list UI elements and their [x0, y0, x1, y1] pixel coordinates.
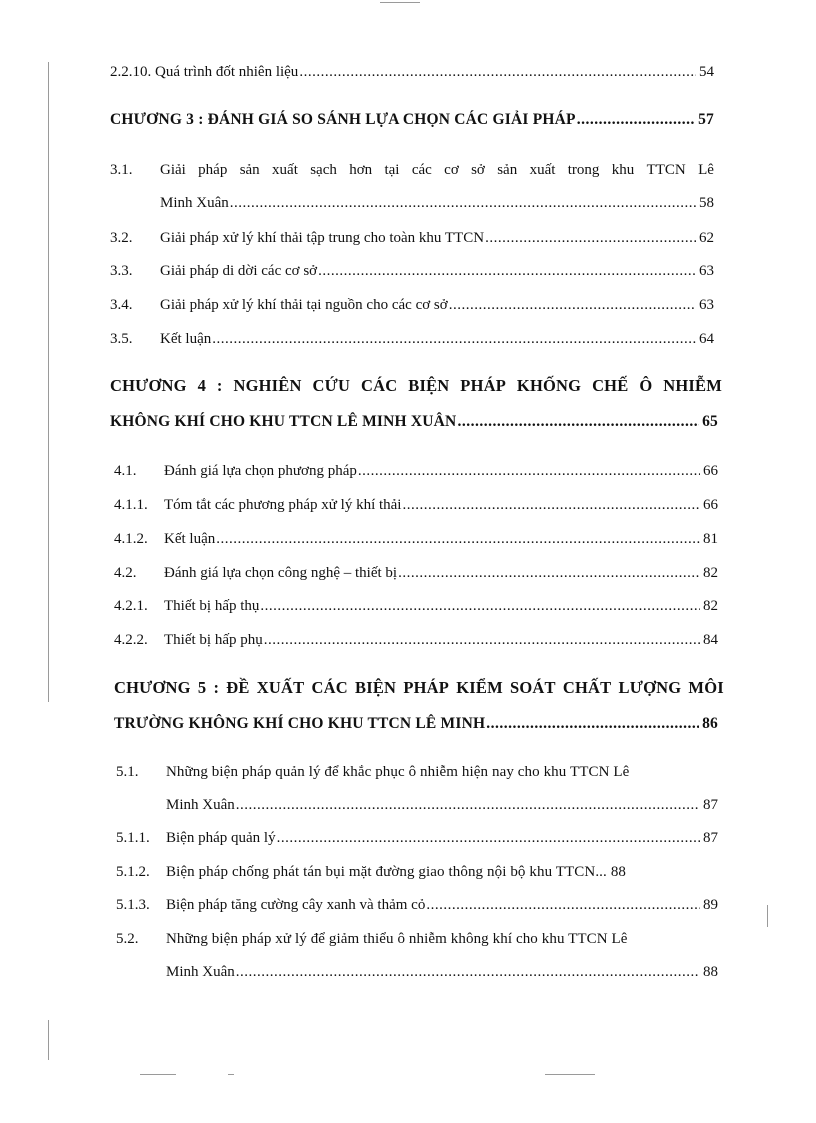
toc-entry-label: Giải pháp xử lý khí thải tại nguồn cho các cơ sở — [160, 297, 448, 313]
toc-leader-dots — [402, 495, 700, 515]
toc-leader-dots — [277, 828, 700, 848]
toc-leader-dots — [264, 630, 700, 650]
toc-entry-label: Kết luận — [160, 331, 212, 347]
toc-leader-dots — [358, 461, 700, 481]
toc-entry-number: 5.1.3. — [116, 897, 150, 913]
toc-entry-label: Những biện pháp quản lý để khắc phục ô nhiễm hiện nay cho khu TTCN Lê — [166, 764, 630, 780]
toc-entry-label: Đánh giá lựa chọn công nghệ – thiết bị — [164, 565, 398, 581]
toc-entry[interactable] — [114, 495, 718, 515]
toc-leader-dots — [577, 110, 695, 130]
toc-leader-dots — [236, 795, 700, 815]
toc-entry-label-continued: Minh Xuân — [160, 195, 229, 211]
toc-page-number: 81 — [703, 531, 718, 547]
toc-page-number: 58 — [699, 195, 714, 211]
toc-entry-label: 2.2.10. Quá trình đốt nhiên liệu — [110, 64, 299, 80]
scan-footer-mark — [228, 1074, 234, 1075]
toc-entry-number: 3.4. — [110, 297, 133, 313]
toc-entry[interactable] — [114, 563, 718, 583]
toc-page-number: 87 — [703, 797, 718, 813]
toc-leader-dots — [212, 329, 696, 349]
toc-page-number: 66 — [703, 463, 718, 479]
toc-page-number: 84 — [703, 632, 718, 648]
toc-chapter-heading[interactable] — [114, 678, 724, 738]
toc-entry[interactable] — [110, 261, 714, 281]
toc-entry-number: 4.2. — [114, 565, 137, 581]
toc-entry-label: Đánh giá lựa chọn phương pháp — [164, 463, 357, 479]
toc-entry[interactable] — [110, 228, 714, 248]
scan-footer-mark — [545, 1074, 595, 1075]
toc-entry-number: 4.1.2. — [114, 531, 148, 547]
toc-page-number: 62 — [699, 230, 714, 246]
toc-leader-dots — [449, 295, 696, 315]
toc-leader-dots — [299, 62, 696, 82]
toc-entry-label: Biện pháp tăng cường cây xanh và thảm cỏ — [166, 897, 426, 913]
toc-chapter-label: CHƯƠNG 5 : ĐỀ XUẤT CÁC BIỆN PHÁP KIỂM SOÁT CHẤT LƯỢNG MÔI — [114, 678, 724, 697]
toc-chapter-heading[interactable] — [110, 110, 714, 130]
toc-leader-dots — [486, 714, 699, 734]
toc-entry[interactable] — [116, 895, 718, 915]
toc-page-number: 64 — [699, 331, 714, 347]
toc-page-number: 57 — [698, 111, 714, 128]
toc-page-number: 82 — [703, 598, 718, 614]
toc-chapter-label-continued: KHÔNG KHÍ CHO KHU TTCN LÊ MINH XUÂN — [110, 413, 457, 430]
toc-page-number: 63 — [699, 297, 714, 313]
toc-page-number: 82 — [703, 565, 718, 581]
toc-entry-label: Thiết bị hấp phụ — [164, 632, 263, 648]
toc-page-number: 88 — [703, 964, 718, 980]
toc-leader-dots — [398, 563, 700, 583]
toc-entry-label: Giải pháp di dời các cơ sở — [160, 263, 318, 279]
toc-entry-label: Giải pháp xử lý khí thải tập trung cho toàn khu TTCN — [160, 230, 485, 246]
toc-chapter-label: CHƯƠNG 4 : NGHIÊN CỨU CÁC BIỆN PHÁP KHỐNG CHẾ Ô NHIỄM — [110, 376, 722, 395]
toc-leader-dots — [230, 193, 696, 213]
toc-entry-number: 5.1. — [116, 764, 139, 780]
toc-entry-label: Tóm tắt các phương pháp xử lý khí thải — [164, 497, 402, 513]
toc-entry-number: 3.2. — [110, 230, 133, 246]
toc-entry-number: 4.2.1. — [114, 598, 148, 614]
scan-margin-line — [48, 1020, 49, 1060]
scan-margin-line — [48, 62, 49, 702]
toc-leader-dots — [236, 962, 700, 982]
toc-leader-dots — [485, 228, 696, 248]
toc-entry-number: 5.1.2. — [116, 864, 150, 880]
toc-entry[interactable] — [114, 630, 718, 650]
toc-entry-label: Giải pháp sản xuất sạch hơn tại các cơ sở sản xuất trong khu TTCN Lê — [160, 162, 714, 178]
toc-leader-dots — [260, 596, 700, 616]
toc-page-number: 88 — [610, 864, 626, 880]
toc-entry[interactable] — [114, 461, 718, 481]
toc-entry-label: Kết luận — [164, 531, 216, 547]
toc-page-number: 63 — [699, 263, 714, 279]
toc-entry[interactable] — [110, 329, 714, 349]
toc-entry-number: 3.1. — [110, 162, 133, 178]
toc-entry-number: 4.1.1. — [114, 497, 148, 513]
toc-entry-number: 5.2. — [116, 931, 139, 947]
toc-entry[interactable] — [110, 295, 714, 315]
toc-leader-dots — [318, 261, 696, 281]
scan-header-mark — [380, 2, 420, 3]
toc-leader-dots — [426, 895, 700, 915]
toc-entry-label: Thiết bị hấp thụ — [164, 598, 260, 614]
toc-entry-number: 3.5. — [110, 331, 133, 347]
toc-entry[interactable] — [116, 828, 718, 848]
toc-entry-number: 4.1. — [114, 463, 137, 479]
toc-chapter-label-continued: TRƯỜNG KHÔNG KHÍ CHO KHU TTCN LÊ MINH — [114, 715, 486, 732]
toc-chapter-heading[interactable] — [110, 376, 722, 436]
toc-entry-label-continued: Minh Xuân — [166, 797, 235, 813]
toc-page-number: 87 — [703, 830, 718, 846]
toc-entry-label: Biện pháp chống phát tán bụi mặt đường giao thông nội bộ khu TTCN... — [166, 864, 607, 880]
toc-page-number: 89 — [703, 897, 718, 913]
toc-entry[interactable] — [110, 62, 714, 82]
scan-margin-line — [767, 905, 768, 927]
toc-page-number: 65 — [702, 413, 718, 430]
toc-entry[interactable] — [116, 862, 718, 882]
toc-entry-number: 5.1.1. — [116, 830, 150, 846]
toc-entry[interactable] — [114, 529, 718, 549]
toc-entry[interactable] — [114, 596, 718, 616]
toc-entry-label: Những biện pháp xử lý để giảm thiểu ô nhiễm không khí cho khu TTCN Lê — [166, 931, 628, 947]
toc-page-number: 86 — [702, 715, 718, 732]
toc-page-number: 66 — [703, 497, 718, 513]
scan-footer-mark — [140, 1074, 176, 1075]
toc-chapter-label: CHƯƠNG 3 : ĐÁNH GIÁ SO SÁNH LỰA CHỌN CÁC GIẢI PHÁP — [110, 111, 576, 128]
toc-leader-dots — [216, 529, 700, 549]
toc-entry-number: 4.2.2. — [114, 632, 148, 648]
toc-leader-dots — [457, 412, 699, 432]
toc-entry-number: 3.3. — [110, 263, 133, 279]
toc-page-number: 54 — [699, 64, 714, 80]
toc-entry-label: Biện pháp quản lý — [166, 830, 276, 846]
toc-entry-label-continued: Minh Xuân — [166, 964, 235, 980]
